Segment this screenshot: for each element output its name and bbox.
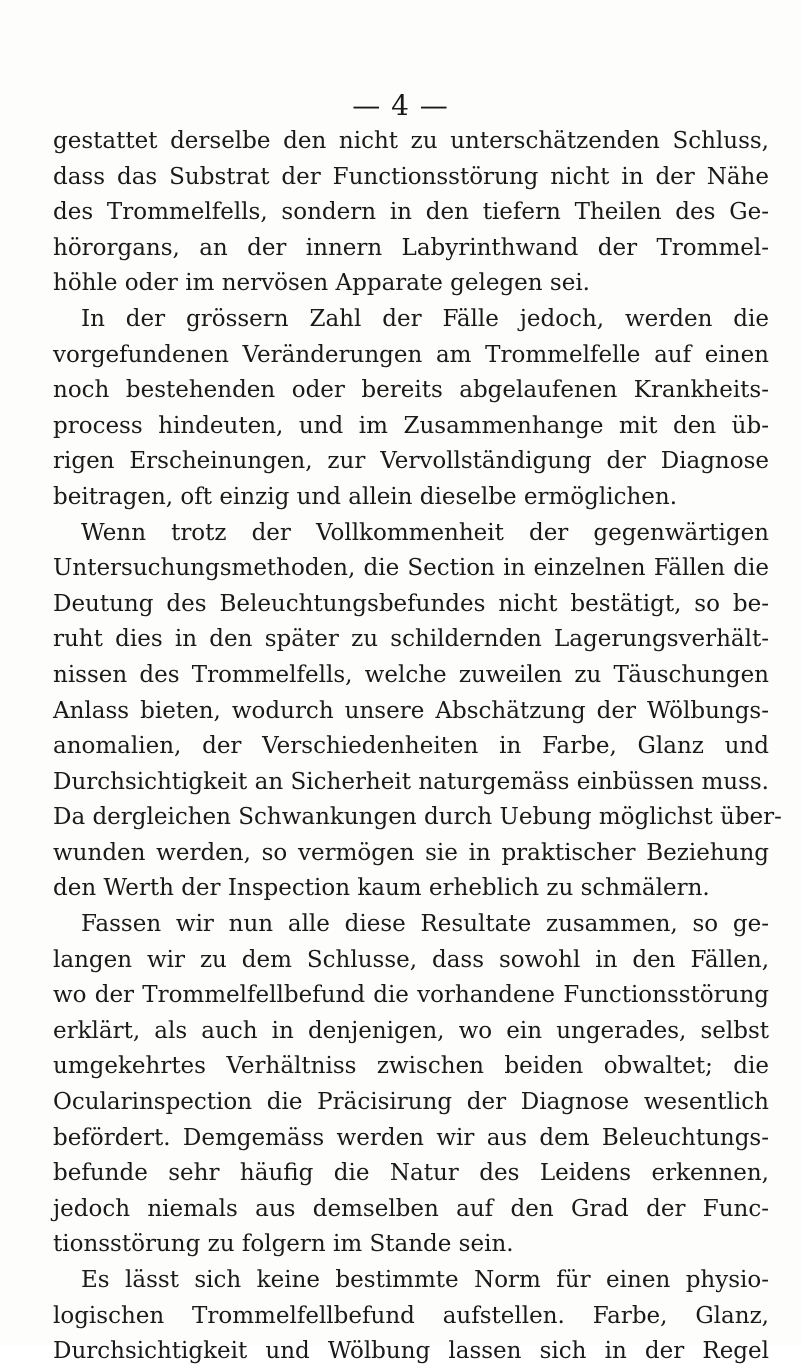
page-number: — 4 — [352, 89, 449, 122]
text-line: anomalien, der Verschiedenheiten in Farbe, Glanz und [53, 733, 769, 760]
text-line: rigen Erscheinungen, zur Vervollständigung der Diagnose [53, 448, 769, 475]
text-line: Deutung des Beleuchtungsbefundes nicht bestätigt, so be- [53, 590, 769, 617]
text-line: Da dergleichen Schwankungen durch Uebung möglichst über- [53, 804, 782, 831]
text-line: des Trommelfells, sondern in den tiefern Theilen des Ge- [53, 199, 769, 226]
text-line: vorgefundenen Veränderungen am Trommelfelle auf einen [53, 341, 769, 368]
text-line: Anlass bieten, wodurch unsere Abschätzung der Wölbungs- [53, 697, 769, 724]
text-line: befunde sehr häufig die Natur des Leidens erkennen, [53, 1160, 769, 1187]
text-line: befördert. Demgemäss werden wir aus dem Beleuchtungs- [53, 1124, 769, 1151]
text-line: In der grössern Zahl der Fälle jedoch, werden die [81, 305, 769, 332]
text-line: Wenn trotz der Vollkommenheit der gegenwärtigen [81, 519, 769, 546]
text-line: Es lässt sich keine bestimmte Norm für einen physio- [81, 1267, 769, 1293]
text-line: gestattet derselbe den nicht zu unterschätzenden Schluss, [53, 128, 769, 154]
text-line: Durchsichtigkeit an Sicherheit naturgemäss einbüssen muss. [53, 768, 769, 795]
text-line: noch bestehenden oder bereits abgelaufenen Krankheits- [53, 377, 769, 404]
text-line: dass das Substrat der Functionsstörung nicht in der Nähe [53, 163, 769, 190]
text-line: erklärt, als auch in denjenigen, wo ein ungerades, selbst [53, 1017, 769, 1044]
text-line: tionsstörung zu folgern im Stande sein. [53, 1231, 514, 1258]
text-line: langen wir zu dem Schlusse, dass sowohl in den Fällen, [53, 946, 769, 973]
text-line: Ocularinspection die Präcisirung der Diagnose wesentlich [53, 1089, 769, 1116]
text-line: umgekehrtes Verhältniss zwischen beiden obwaltet; die [53, 1053, 769, 1080]
text-line: höhle oder im nervösen Apparate gelegen sei. [53, 270, 590, 297]
text-line: wo der Trommelfellbefund die vorhandene Functionsstörung [53, 982, 769, 1009]
text-line: process hindeuten, und im Zusammenhange mit den üb- [53, 412, 769, 439]
text-line: logischen Trommelfellbefund aufstellen. Farbe, Glanz, [53, 1302, 769, 1329]
text-line: den Werth der Inspection kaum erheblich zu schmälern. [53, 875, 710, 902]
text-line: Durchsichtigkeit und Wölbung lassen sich in der Regel [53, 1338, 769, 1365]
text-line: jedoch niemals aus demselben auf den Grad der Func- [53, 1195, 769, 1222]
body-text [53, 124, 782, 1370]
text-line: wunden werden, so vermögen sie in praktischer Beziehung [53, 839, 769, 866]
text-line: Untersuchungsmethoden, die Section in einzelnen Fällen die [53, 555, 769, 582]
text-line: ruht dies in den später zu schildernden Lagerungsverhält- [53, 626, 769, 653]
text-line: beitragen, oft einzig und allein dieselbe ermöglichen. [53, 483, 678, 510]
text-line: nissen des Trommelfells, welche zuweilen zu Täuschungen [53, 661, 769, 688]
text-line: Fassen wir nun alle diese Resultate zusammen, so ge- [81, 911, 769, 938]
text-line: hörorgans, an der innern Labyrinthwand der Trommel- [53, 234, 769, 261]
